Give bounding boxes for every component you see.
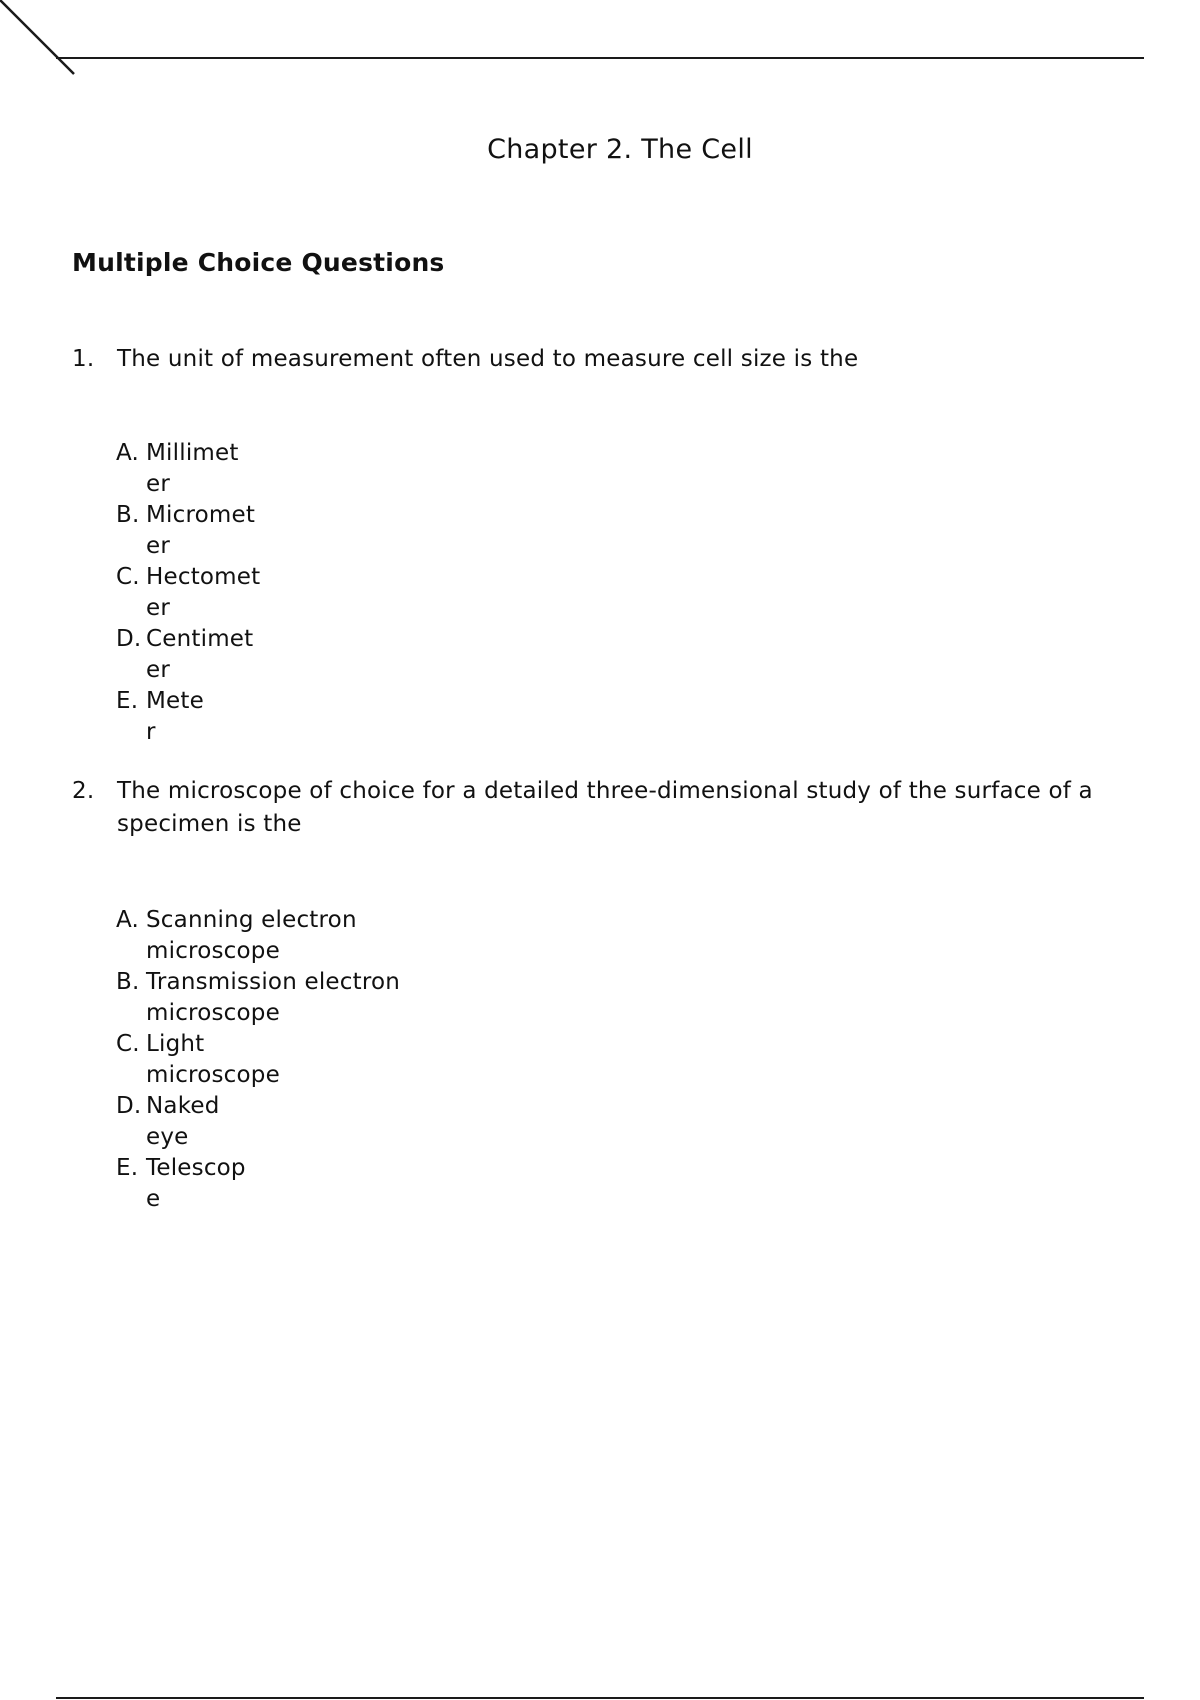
answer-text: Transmission electron microscope: [146, 969, 401, 1026]
question-text: The unit of measurement often used to measure cell size is the: [117, 346, 859, 372]
answer-list-2: [116, 905, 416, 1215]
answer-option: [116, 438, 264, 500]
section-title: Multiple Choice Questions: [72, 248, 445, 277]
answer-letter: B.: [116, 969, 140, 995]
answer-option: [116, 624, 264, 686]
answer-option: [116, 500, 264, 562]
corner-crop-mark: [0, 0, 80, 80]
answer-letter: A.: [116, 907, 140, 933]
answer-option: [116, 1029, 416, 1091]
answer-letter: D.: [116, 1093, 142, 1119]
answer-text: Micrometer: [146, 502, 256, 559]
question-number: 1.: [72, 346, 95, 372]
answer-letter: D.: [116, 626, 142, 652]
answer-text: Millimeter: [146, 440, 239, 497]
answer-option: [116, 967, 416, 1029]
question-number: 2.: [72, 778, 95, 804]
answer-letter: E.: [116, 688, 139, 714]
header-rule: [56, 57, 1144, 59]
answer-letter: A.: [116, 440, 140, 466]
answer-text: Meter: [146, 688, 204, 745]
answer-letter: E.: [116, 1155, 139, 1181]
answer-letter: B.: [116, 502, 140, 528]
answer-option: [116, 905, 416, 967]
answer-text: Naked eye: [146, 1093, 220, 1150]
answer-text: Scanning electron microscope: [146, 907, 357, 964]
answer-letter: C.: [116, 564, 140, 590]
answer-letter: C.: [116, 1031, 140, 1057]
question-2: [72, 775, 1132, 841]
answer-option: [116, 686, 264, 748]
answer-text: Telescope: [146, 1155, 246, 1212]
answer-text: Centimeter: [146, 626, 254, 683]
question-1: [72, 343, 1132, 376]
answer-option: [116, 1153, 416, 1215]
question-text: The microscope of choice for a detailed three-dimensional study of the surface of a specimen is the: [117, 778, 1093, 837]
answer-text: Light microscope: [146, 1031, 280, 1088]
answer-text: Hectometer: [146, 564, 261, 621]
answer-list-1: [116, 438, 264, 748]
chapter-title: Chapter 2. The Cell: [487, 134, 753, 165]
footer-rule: [56, 1697, 1144, 1699]
answer-option: [116, 1091, 416, 1153]
answer-option: [116, 562, 264, 624]
